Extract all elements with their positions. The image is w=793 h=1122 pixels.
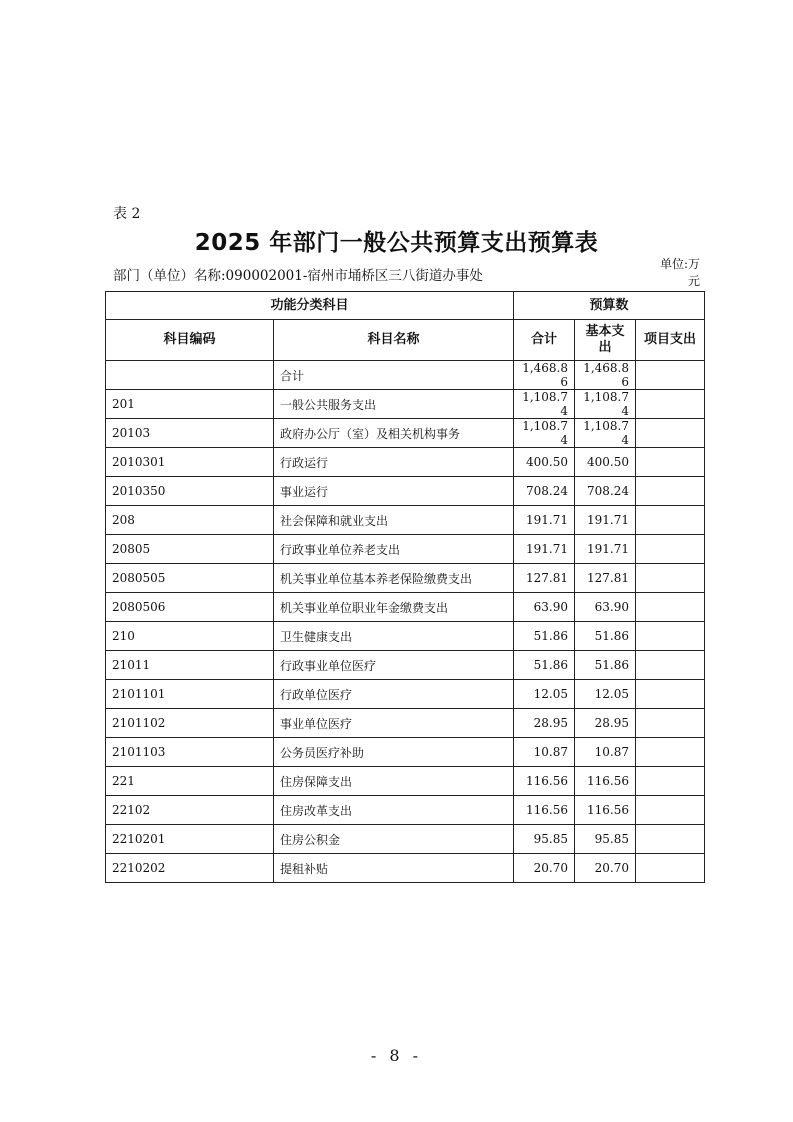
- project-cell: [636, 854, 705, 883]
- project-cell: [636, 564, 705, 593]
- basic-cell: 63.90: [575, 593, 636, 622]
- name-cell: 行政单位医疗: [274, 680, 514, 709]
- total-cell: 28.95: [514, 709, 575, 738]
- code-cell: 20805: [106, 535, 274, 564]
- project-cell: [636, 448, 705, 477]
- name-cell: 机关事业单位基本养老保险缴费支出: [274, 564, 514, 593]
- table-row: [106, 361, 705, 390]
- basic-cell: 20.70: [575, 854, 636, 883]
- basic-cell: 12.05: [575, 680, 636, 709]
- basic-cell: 116.56: [575, 796, 636, 825]
- total-cell: 1,108.74: [514, 390, 575, 419]
- total-cell: 1,108.74: [514, 419, 575, 448]
- page-title: 2025 年部门一般公共预算支出预算表: [194, 230, 599, 256]
- header-name: 科目名称: [274, 320, 514, 361]
- project-cell: [636, 738, 705, 767]
- project-cell: [636, 593, 705, 622]
- header-budget: 预算数: [514, 292, 705, 320]
- basic-cell: 116.56: [575, 767, 636, 796]
- project-cell: [636, 825, 705, 854]
- total-cell: 51.86: [514, 622, 575, 651]
- project-cell: [636, 622, 705, 651]
- name-cell: 公务员医疗补助: [274, 738, 514, 767]
- total-cell: 20.70: [514, 854, 575, 883]
- basic-cell: 1,108.74: [575, 419, 636, 448]
- total-cell: 12.05: [514, 680, 575, 709]
- department-name: 部门（单位）名称:090002001-宿州市埇桥区三八街道办事处: [113, 268, 483, 284]
- total-cell: 116.56: [514, 767, 575, 796]
- table-row: [106, 564, 705, 593]
- project-cell: [636, 767, 705, 796]
- header-functional-class: 功能分类科目: [106, 292, 514, 320]
- header-total: 合计: [514, 320, 575, 361]
- project-cell: [636, 796, 705, 825]
- basic-cell: 10.87: [575, 738, 636, 767]
- code-cell: 201: [106, 390, 274, 419]
- code-cell: 2010350: [106, 477, 274, 506]
- table-row: [106, 419, 705, 448]
- name-cell: 事业运行: [274, 477, 514, 506]
- name-cell: 住房保障支出: [274, 767, 514, 796]
- total-cell: 400.50: [514, 448, 575, 477]
- total-cell: 95.85: [514, 825, 575, 854]
- total-cell: 10.87: [514, 738, 575, 767]
- header-project: 项目支出: [636, 320, 705, 361]
- name-cell: 一般公共服务支出: [274, 390, 514, 419]
- code-cell: 21011: [106, 651, 274, 680]
- table-row: [106, 738, 705, 767]
- name-cell: 政府办公厅（室）及相关机构事务: [274, 419, 514, 448]
- table-row: [106, 448, 705, 477]
- code-cell: 2210202: [106, 854, 274, 883]
- code-cell: 2080505: [106, 564, 274, 593]
- basic-cell: 51.86: [575, 622, 636, 651]
- project-cell: [636, 419, 705, 448]
- code-cell: [106, 361, 274, 390]
- table-row: [106, 709, 705, 738]
- project-cell: [636, 506, 705, 535]
- code-cell: 208: [106, 506, 274, 535]
- table-row: [106, 651, 705, 680]
- total-cell: 51.86: [514, 651, 575, 680]
- name-cell: 提租补贴: [274, 854, 514, 883]
- total-cell: 191.71: [514, 535, 575, 564]
- name-cell: 合计: [274, 361, 514, 390]
- table-row: [106, 506, 705, 535]
- name-cell: 行政事业单位医疗: [274, 651, 514, 680]
- total-cell: 63.90: [514, 593, 575, 622]
- name-cell: 住房改革支出: [274, 796, 514, 825]
- name-cell: 卫生健康支出: [274, 622, 514, 651]
- table-row: [106, 825, 705, 854]
- project-cell: [636, 477, 705, 506]
- code-cell: 2010301: [106, 448, 274, 477]
- total-cell: 127.81: [514, 564, 575, 593]
- page-number: - 8 -: [370, 1046, 423, 1065]
- table-row: [106, 796, 705, 825]
- budget-table: [105, 291, 705, 883]
- table-body: [106, 361, 705, 883]
- project-cell: [636, 361, 705, 390]
- project-cell: [636, 651, 705, 680]
- project-cell: [636, 680, 705, 709]
- basic-cell: 28.95: [575, 709, 636, 738]
- code-cell: 210: [106, 622, 274, 651]
- code-cell: 2101102: [106, 709, 274, 738]
- table-row: [106, 680, 705, 709]
- basic-cell: 1,468.86: [575, 361, 636, 390]
- basic-cell: 95.85: [575, 825, 636, 854]
- project-cell: [636, 390, 705, 419]
- table-row: [106, 767, 705, 796]
- table-row: [106, 477, 705, 506]
- total-cell: 1,468.86: [514, 361, 575, 390]
- project-cell: [636, 709, 705, 738]
- table-number: 表 2: [113, 206, 141, 222]
- code-cell: 2101101: [106, 680, 274, 709]
- basic-cell: 1,108.74: [575, 390, 636, 419]
- table-row: [106, 593, 705, 622]
- header-basic: 基本支出: [575, 320, 636, 361]
- total-cell: 708.24: [514, 477, 575, 506]
- code-cell: 2101103: [106, 738, 274, 767]
- code-cell: 22102: [106, 796, 274, 825]
- total-cell: 116.56: [514, 796, 575, 825]
- basic-cell: 51.86: [575, 651, 636, 680]
- name-cell: 社会保障和就业支出: [274, 506, 514, 535]
- code-cell: 2210201: [106, 825, 274, 854]
- header-code: 科目编码: [106, 320, 274, 361]
- basic-cell: 191.71: [575, 506, 636, 535]
- basic-cell: 127.81: [575, 564, 636, 593]
- basic-cell: 400.50: [575, 448, 636, 477]
- name-cell: 机关事业单位职业年金缴费支出: [274, 593, 514, 622]
- project-cell: [636, 535, 705, 564]
- basic-cell: 191.71: [575, 535, 636, 564]
- table-row: [106, 622, 705, 651]
- total-cell: 191.71: [514, 506, 575, 535]
- name-cell: 行政运行: [274, 448, 514, 477]
- table-row: [106, 854, 705, 883]
- unit-label: 单位:万元: [659, 257, 700, 288]
- code-cell: 2080506: [106, 593, 274, 622]
- basic-cell: 708.24: [575, 477, 636, 506]
- table-row: [106, 535, 705, 564]
- code-cell: 20103: [106, 419, 274, 448]
- name-cell: 行政事业单位养老支出: [274, 535, 514, 564]
- code-cell: 221: [106, 767, 274, 796]
- name-cell: 事业单位医疗: [274, 709, 514, 738]
- name-cell: 住房公积金: [274, 825, 514, 854]
- table-row: [106, 390, 705, 419]
